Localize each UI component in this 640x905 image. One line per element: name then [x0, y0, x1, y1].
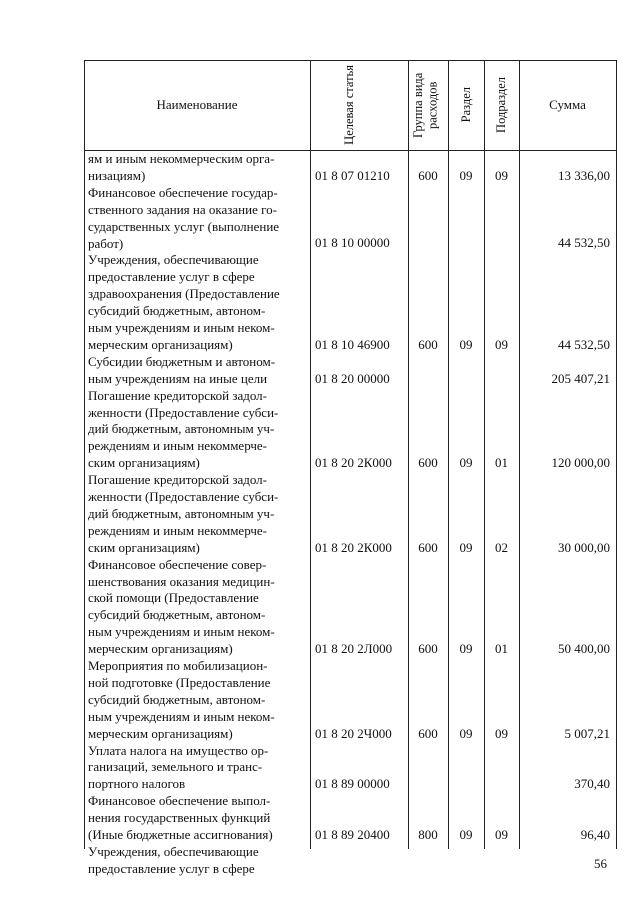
row-name-line: ным учреждениям и иным неком- — [88, 320, 275, 336]
row-name-line: Финансовое обеспечение выпол- — [88, 793, 271, 809]
row-section: 09 — [459, 167, 473, 183]
row-group: 600 — [418, 336, 438, 352]
row-group: 600 — [418, 641, 438, 657]
table-row — [84, 185, 617, 253]
row-target-code: 01 8 07 01210 — [315, 167, 390, 183]
row-sum: 370,40 — [574, 776, 610, 792]
row-name — [88, 844, 308, 878]
header-section: Раздел — [458, 87, 473, 123]
row-target-code: 01 8 20 2Л000 — [315, 641, 393, 657]
row-name-line: женности (Предоставление субси- — [88, 404, 279, 420]
row-name-line: низациям) — [88, 167, 146, 183]
row-name-line: Учреждения, обеспечивающие — [88, 252, 259, 268]
row-name-line: Субсидии бюджетным и автоном- — [88, 353, 276, 369]
row-target-code: 01 8 10 00000 — [315, 235, 390, 251]
row-section: 09 — [459, 455, 473, 471]
row-name-line: ным учреждениям и иным неком- — [88, 708, 275, 724]
row-name-line: ской помощи (Предоставление — [88, 590, 259, 606]
row-name-line: (Иные бюджетные ассигнования) — [88, 827, 273, 842]
row-name-line: Уплата налога на имущество ор- — [88, 742, 269, 758]
row-name-line: реждениям и иным некоммерче- — [88, 522, 268, 538]
row-name-line: мерческим организациям) — [88, 641, 233, 657]
row-sum: 96,40 — [580, 826, 610, 842]
table-row — [84, 252, 617, 353]
row-name-line: мерческим организациям) — [88, 336, 233, 352]
row-name-line: предоставление услуг в сфере — [88, 269, 255, 285]
row-name-line: реждениям и иным некоммерче- — [88, 438, 268, 454]
row-name-line: Мероприятия по мобилизацион- — [88, 658, 268, 673]
row-sum: 5 007,21 — [564, 725, 610, 741]
row-target-code: 01 8 20 2К000 — [315, 539, 392, 555]
row-name-line: мерческим организациям) — [88, 725, 233, 741]
table-row — [84, 743, 617, 794]
table-row — [84, 388, 617, 473]
row-name — [88, 151, 308, 185]
row-name-line: субсидий бюджетным, автоном- — [88, 607, 266, 623]
row-name-line: портного налогов — [88, 776, 186, 792]
header-name: Наименование — [156, 97, 238, 112]
page-number: 56 — [594, 856, 607, 871]
row-group: 600 — [418, 167, 438, 183]
row-name-line: предоставление услуг в сфере — [88, 860, 255, 876]
row-target-code: 01 8 20 2К000 — [315, 455, 392, 471]
table-row — [84, 151, 617, 185]
row-subsection: 09 — [495, 725, 508, 741]
row-sum: 44 532,50 — [558, 336, 610, 352]
row-name-line: ной подготовке (Предоставление — [88, 674, 271, 690]
row-name-line: ганизаций, земельного и транс- — [88, 759, 263, 775]
row-target-code: 01 8 89 20400 — [315, 826, 390, 842]
row-name-line: шенствования оказания медицин- — [88, 573, 275, 589]
row-name-line: ским организациям) — [88, 455, 200, 471]
row-name — [88, 743, 308, 794]
header-group: Группа вида расходов — [411, 72, 440, 138]
row-sum: 120 000,00 — [551, 455, 610, 471]
row-subsection: 01 — [495, 455, 508, 471]
row-name-line: Финансовое обеспечение государ- — [88, 184, 278, 200]
row-target-code: 01 8 10 46900 — [315, 336, 390, 352]
row-name-line: ным учреждениям и иным неком- — [88, 624, 275, 640]
row-name-line: субсидий бюджетным, автоном- — [88, 303, 266, 319]
row-subsection: 01 — [495, 641, 508, 657]
row-sum: 44 532,50 — [558, 235, 610, 251]
row-name — [88, 252, 308, 353]
row-name-line: ственного задания на оказание го- — [88, 201, 277, 217]
row-group: 800 — [418, 826, 438, 842]
row-name — [88, 388, 308, 473]
row-name-line: сударственных услуг (выполнение — [88, 218, 280, 234]
row-name-line: ным учреждениям на иные цели — [88, 370, 268, 386]
table-row — [84, 354, 617, 388]
row-name-line: женности (Предоставление субси- — [88, 489, 279, 504]
row-section: 09 — [459, 539, 473, 555]
row-section: 09 — [459, 641, 473, 657]
row-name — [88, 472, 308, 557]
row-section: 09 — [459, 826, 473, 842]
table-row — [84, 844, 617, 878]
header-sum: Сумма — [549, 97, 586, 112]
table-row — [84, 658, 617, 743]
row-name-line: здравоохранения (Предоставление — [88, 286, 280, 302]
row-target-code: 01 8 20 00000 — [315, 370, 390, 386]
row-name — [88, 354, 308, 388]
row-name — [88, 658, 308, 743]
row-name-line: Погашение кредиторской задол- — [88, 387, 267, 403]
header-subsection: Подраздел — [494, 77, 509, 133]
row-sum: 205 407,21 — [551, 370, 610, 386]
row-name-line: нения государственных функций — [88, 810, 271, 826]
table-row — [84, 793, 617, 844]
row-target-code: 01 8 20 2Ч000 — [315, 725, 392, 741]
row-subsection: 09 — [495, 336, 508, 352]
row-name-line: Погашение кредиторской задол- — [88, 472, 267, 488]
header-target: Целевая статья — [342, 65, 356, 145]
row-sum: 13 336,00 — [558, 167, 610, 183]
row-name — [88, 185, 308, 253]
row-sum: 50 400,00 — [558, 641, 610, 657]
row-name-line: дий бюджетным, автономным уч- — [88, 421, 275, 437]
row-subsection: 09 — [495, 826, 508, 842]
row-name-line: ям и иным некоммерческим орга- — [88, 151, 275, 166]
row-section: 09 — [459, 725, 473, 741]
row-target-code: 01 8 89 00000 — [315, 776, 390, 792]
row-name-line: Учреждения, обеспечивающие — [88, 843, 259, 859]
row-name-line: ским организациям) — [88, 539, 200, 555]
row-name — [88, 557, 308, 658]
row-name — [88, 793, 308, 844]
row-name-line: Финансовое обеспечение совер- — [88, 556, 267, 572]
row-sum: 30 000,00 — [558, 539, 610, 555]
row-name-line: дий бюджетным, автономным уч- — [88, 505, 275, 521]
row-subsection: 09 — [495, 167, 508, 183]
row-section: 09 — [459, 336, 473, 352]
row-group: 600 — [418, 725, 438, 741]
row-subsection: 02 — [495, 539, 508, 555]
row-group: 600 — [418, 539, 438, 555]
table-row — [84, 557, 617, 658]
table-row — [84, 472, 617, 557]
row-group: 600 — [418, 455, 438, 471]
row-name-line: субсидий бюджетным, автоном- — [88, 691, 266, 707]
row-name-line: работ) — [88, 235, 124, 251]
